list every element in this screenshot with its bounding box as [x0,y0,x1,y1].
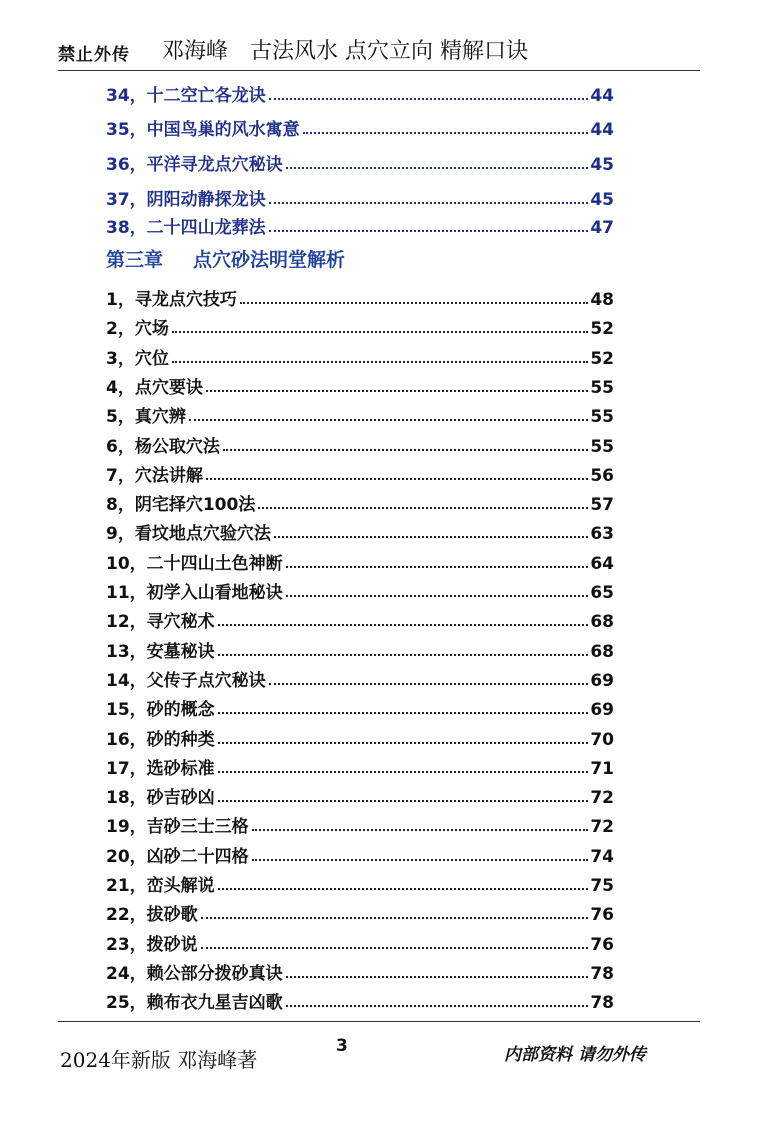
toc-entry-page: 44 [590,86,614,106]
toc-entry-title: 砂的概念 [146,700,215,720]
toc-entry-number: 1， [106,290,135,310]
toc-entry-number: 10， [106,554,147,574]
toc-entry-page: 55 [590,407,614,427]
toc-entry[interactable] [106,343,614,369]
toc-entry-page: 52 [590,319,614,339]
toc-entry-title: 凶砂二十四格 [146,847,249,867]
toc-entry-page: 78 [590,993,614,1013]
toc-leader-dots [218,742,589,744]
toc-leader-dots [269,202,589,204]
toc-entry-page: 68 [590,642,614,662]
toc-entry-title: 十二空亡各龙诀 [146,86,266,106]
toc-entry-title: 真穴辨 [134,407,186,427]
toc-entry[interactable] [106,753,614,779]
toc-entry-number: 9， [106,524,135,544]
toc-entry[interactable] [106,694,614,720]
toc-entry-title: 父传子点穴秘诀 [146,671,266,691]
toc-entry[interactable] [106,841,614,867]
toc-entry-page: 69 [590,700,614,720]
chapter-title: 点穴砂法明堂解析 [193,249,346,271]
toc-entry-page: 45 [590,190,614,210]
toc-leader-dots [286,167,589,169]
toc-leader-dots [252,829,589,831]
toc-entry-page: 55 [590,378,614,398]
toc-entry-page: 70 [590,730,614,750]
toc-entry-title: 阴阳动静探龙诀 [146,190,266,210]
toc-entry[interactable] [106,460,614,486]
toc-entry-number: 19， [106,817,147,837]
toc-entry-page: 71 [590,759,614,779]
toc-entry-page: 78 [590,964,614,984]
toc-entry[interactable] [106,489,614,515]
toc-entry-title: 二十四山龙葬法 [146,218,266,238]
toc-entry-page: 64 [590,554,614,574]
toc-leader-dots [269,683,589,685]
toc-entry-number: 17， [106,759,147,779]
toc-entry[interactable] [106,724,614,750]
toc-entry-number: 15， [106,700,147,720]
toc-entry-title: 穴场 [134,319,169,339]
toc-leader-dots [240,302,588,304]
toc-entry-number: 16， [106,730,147,750]
toc-entry-number: 23， [106,935,147,955]
toc-entry-title: 看坟地点穴验穴法 [134,524,271,544]
toc-entry-number: 3， [106,349,135,369]
toc-entry[interactable] [106,313,614,339]
footer-edition: 2024年新版 邓海峰著 [60,1048,258,1072]
toc-leader-dots [218,888,589,890]
toc-entry-page: 69 [590,671,614,691]
toc-entry-title: 拨砂说 [146,935,198,955]
toc-entry-page: 55 [590,437,614,457]
toc-entry-title: 寻龙点穴技巧 [134,290,237,310]
toc-entry[interactable] [106,987,614,1013]
toc-leader-dots [286,595,589,597]
toc-entry[interactable] [106,577,614,603]
toc-entry-number: 25， [106,993,147,1013]
toc-leader-dots [286,976,589,978]
toc-entry-title: 拔砂歌 [146,905,198,925]
toc-entry-page: 68 [590,612,614,632]
toc-entry-page: 72 [590,817,614,837]
toc-entry-title: 安墓秘诀 [146,642,215,662]
toc-entry[interactable] [106,212,614,238]
header-stamp: 禁止外传 [58,45,130,65]
toc-leader-dots [269,98,589,100]
toc-leader-dots [189,419,588,421]
toc-entry-number: 20， [106,847,147,867]
toc-entry-title: 平洋寻龙点穴秘诀 [146,155,283,175]
page-number: 3 [336,1036,348,1056]
toc-entry[interactable] [106,811,614,837]
toc-entry[interactable] [106,184,614,210]
toc-entry[interactable] [106,665,614,691]
toc-leader-dots [201,947,589,949]
toc-entry-title: 阴宅择穴100法 [134,495,256,515]
toc-entry-number: 36， [106,155,147,175]
toc-entry[interactable] [106,114,614,140]
toc-entry-page: 74 [590,847,614,867]
toc-entry-number: 13， [106,642,147,662]
toc-entry[interactable] [106,518,614,544]
toc-leader-dots [303,132,589,134]
toc-entry-number: 2， [106,319,135,339]
toc-leader-dots [172,361,588,363]
toc-entry-title: 赖公部分拨砂真诀 [146,964,283,984]
toc-entry[interactable] [106,284,614,310]
toc-entry-number: 21， [106,876,147,896]
toc-entry[interactable] [106,372,614,398]
footer-divider [58,1021,700,1022]
toc-leader-dots [172,331,588,333]
toc-entry-number: 7， [106,466,135,486]
toc-entry-number: 14， [106,671,147,691]
toc-entry[interactable] [106,782,614,808]
toc-entry-page: 75 [590,876,614,896]
toc-entry[interactable] [106,958,614,984]
toc-entry-page: 76 [590,935,614,955]
toc-leader-dots [223,449,588,451]
toc-entry-title: 赖布衣九星吉凶歌 [146,993,283,1013]
toc-entry-page: 56 [590,466,614,486]
toc-leader-dots [218,624,589,626]
toc-entry-number: 24， [106,964,147,984]
toc-entry-page: 48 [590,290,614,310]
toc-entry-title: 杨公取穴法 [134,437,220,457]
toc-entry-number: 5， [106,407,135,427]
toc-entry-number: 12， [106,612,147,632]
toc-entry[interactable] [106,899,614,925]
toc-leader-dots [218,654,589,656]
toc-entry-title: 初学入山看地秘诀 [146,583,283,603]
toc-entry[interactable] [106,606,614,632]
toc-leader-dots [218,771,589,773]
toc-entry-number: 4， [106,378,135,398]
toc-entry-page: 47 [590,218,614,238]
toc-entry-title: 二十四山土色神断 [146,554,283,574]
toc-leader-dots [269,230,589,232]
chapter-heading [106,245,345,272]
toc-entry[interactable] [106,431,614,457]
toc-entry-title: 点穴要诀 [134,378,203,398]
toc-entry[interactable] [106,80,614,106]
toc-entry-number: 38， [106,218,147,238]
toc-entry-number: 35， [106,120,147,140]
toc-entry-number: 8， [106,495,135,515]
footer-note: 内部资料 请勿外传 [504,1045,646,1065]
toc-entry-number: 22， [106,905,147,925]
toc-leader-dots [258,507,588,509]
toc-entry-number: 6， [106,437,135,457]
toc-entry-title: 中国鸟巢的风水寓意 [146,120,300,140]
toc-leader-dots [201,917,589,919]
toc-entry-title: 穴法讲解 [134,466,203,486]
toc-entry-page: 45 [590,155,614,175]
toc-leader-dots [286,1005,589,1007]
toc-entry-title: 峦头解说 [146,876,215,896]
toc-entry-number: 11， [106,583,147,603]
toc-leader-dots [218,712,589,714]
toc-entry-number: 34， [106,86,147,106]
toc-entry-title: 寻穴秘术 [146,612,215,632]
toc-entry-page: 76 [590,905,614,925]
page-title: 邓海峰 古法风水 点穴立向 精解口诀 [162,39,528,64]
toc-entry-page: 57 [590,495,614,515]
toc-leader-dots [218,800,589,802]
toc-entry-page: 63 [590,524,614,544]
toc-entry-page: 44 [590,120,614,140]
toc-entry[interactable] [106,548,614,574]
toc-entry[interactable] [106,401,614,427]
toc-entry-title: 选砂标准 [146,759,215,779]
toc-entry-page: 72 [590,788,614,808]
toc-leader-dots [206,390,588,392]
toc-entry[interactable] [106,636,614,662]
toc-entry-title: 穴位 [134,349,169,369]
toc-entry-title: 砂的种类 [146,730,215,750]
toc-entry-page: 65 [590,583,614,603]
toc-leader-dots [206,478,588,480]
toc-entry-title: 吉砂三士三格 [146,817,249,837]
toc-leader-dots [252,859,589,861]
toc-entry-number: 37， [106,190,147,210]
toc-entry-number: 18， [106,788,147,808]
toc-entry[interactable] [106,149,614,175]
toc-entry-title: 砂吉砂凶 [146,788,215,808]
toc-leader-dots [286,566,589,568]
toc-leader-dots [274,536,588,538]
chapter-label: 第三章 [106,249,164,271]
toc-entry-page: 52 [590,349,614,369]
header-divider [58,70,700,71]
toc-entry[interactable] [106,929,614,955]
toc-entry[interactable] [106,870,614,896]
